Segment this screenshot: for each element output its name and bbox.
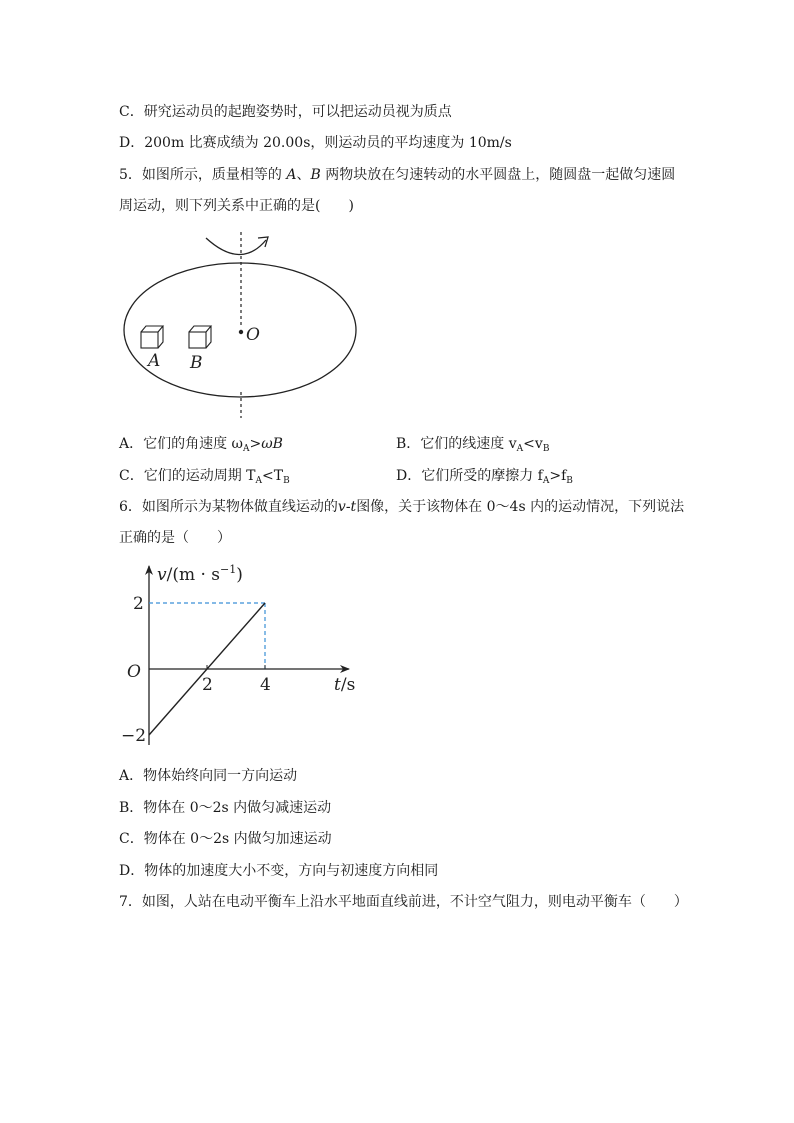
q5-option-a-omega: ω [261,436,273,452]
q7-stem: 7．如图，人站在电动平衡车上沿水平地面直线前进，不计空气阻力，则电动平衡车（ ） [119,894,688,910]
y-tick-label-1: −2 [121,726,147,746]
q5-var-b: B [310,167,321,183]
q5-option-a-op: > [249,436,262,452]
center-dot [239,330,243,334]
y-tick-label-0: 2 [133,594,144,614]
q5-stem-line1 [119,165,675,185]
rotation-arrow [206,238,266,255]
q5-option-c-var: T [273,468,284,484]
q5-option-d-text: D．它们所受的摩擦力 f [396,468,543,484]
block-a [141,326,163,348]
label-a: A [148,351,161,371]
q5-option-c-op: < [262,468,274,484]
q5-option-d-sub1: A [542,476,550,486]
x-axis-label-unit: /s [340,675,356,695]
q5-option-a-text: A．它们的角速度 ω [119,436,243,452]
q5-option-b-op: < [523,436,535,452]
x-axis-label-var: t [334,675,341,695]
label-o: O [246,325,260,345]
q5-stem-text: 5．如图所示，质量相等的 [119,167,287,183]
q6-stem-text-post: 图像，关于该物体在 0～4s 内的运动情况，下列说法 [356,499,685,515]
q6-stem-var: v-t [337,499,357,515]
q5-option-b [396,434,549,454]
y-axis-label-exp: −1 [220,563,237,576]
x-tick-label-4: 4 [260,675,271,695]
q5-option-c-sub2: B [283,476,290,486]
y-axis-label-unit: /(m · s [166,565,221,585]
y-axis-label [157,563,243,585]
q6-option-d: D．物体的加速度大小不变，方向与初速度方向相同 [119,863,439,879]
block-b [189,326,211,348]
q5-option-a [119,434,283,454]
y-axis-label-close: ) [236,565,243,585]
q5-stem-text-post: 两物块放在匀速转动的水平圆盘上，随圆盘一起做匀速圆 [320,167,676,183]
q5-option-b-sub1: A [516,444,524,454]
q5-stem-line2: 周运动，则下列关系中正确的是( ) [119,198,354,214]
q6-option-a: A．物体始终向同一方向运动 [119,768,298,784]
q4-option-d: D．200m 比赛成绩为 20.00s，则运动员的平均速度为 10m/s [119,135,512,151]
q5-option-d [396,466,573,486]
q4-option-c: C．研究运动员的起跑姿势时，可以把运动员视为质点 [119,104,452,120]
x-tick-label-2: 2 [202,675,213,695]
q5-sep: 、 [296,167,311,183]
q5-option-a-var: B [272,436,283,452]
x-axis-label [334,675,355,695]
vt-chart [115,560,356,755]
label-b: B [190,353,203,373]
q5-option-b-sub2: B [542,444,550,454]
q5-option-c-sub1: A [255,476,262,486]
q6-stem-line2: 正确的是（ ） [119,530,231,546]
rotation-arrowhead [258,237,268,247]
q5-option-d-var: f [561,468,567,484]
q6-stem-text: 6．如图所示为某物体做直线运动的 [119,499,338,515]
q5-var-a: A [286,167,297,183]
q6-option-c: C．物体在 0～2s 内做匀加速运动 [119,831,332,847]
q5-option-b-var: v [534,436,543,452]
q5-option-b-text: B．它们的线速度 v [396,436,517,452]
y-axis-label-var: v [157,565,167,585]
q5-option-d-op: > [549,468,562,484]
disk [124,263,356,397]
q5-option-c [119,466,290,486]
q5-option-c-text: C．它们的运动周期 T [119,468,256,484]
q5-option-d-sub2: B [566,476,573,486]
q6-option-b: B．物体在 0～2s 内做匀减速运动 [119,800,332,816]
q5-disk-figure [118,228,363,420]
q5-option-a-sub: A [242,444,250,454]
origin-label: O [127,662,141,682]
q6-stem-line1 [119,497,684,517]
